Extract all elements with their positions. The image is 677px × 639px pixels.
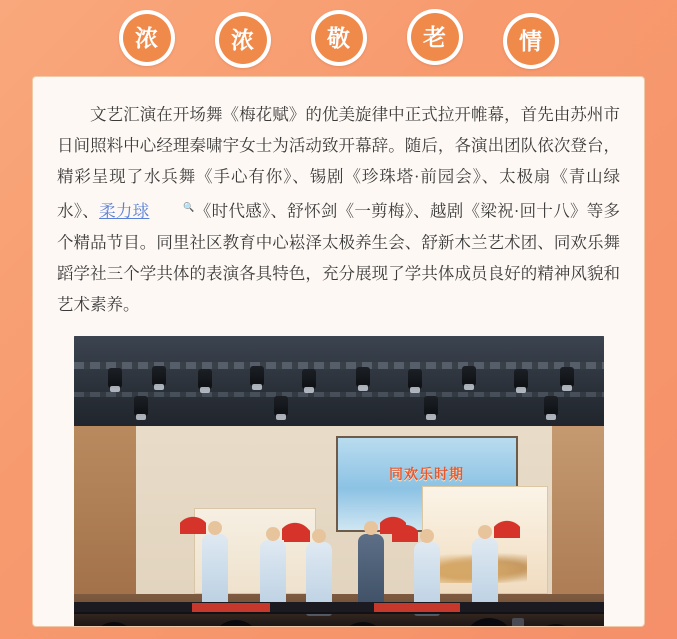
red-banner [374,603,460,612]
performer-head [266,527,280,541]
stage-light [408,369,422,389]
stage-light [108,368,122,388]
stage-light [424,396,438,416]
performer-head [478,525,492,539]
stage-light [356,367,370,387]
audience [74,612,604,628]
article-paragraph [57,99,620,320]
badge-item [503,13,559,69]
performer [472,538,498,612]
screen-title: 同欢乐时期 [389,467,464,483]
article-text-part1: 文艺汇演在开场舞《梅花赋》的优美旋律中正式拉开帷幕，首先由苏州市日间照料中心经理秦啸宇女士为活动致开幕辞。随后，各演出团队依次登台，精彩呈现了水兵舞《手心有你》、锡剧《珍珠塔·前园会》、太极扇《青山绿水》、 [57,105,620,221]
badge-label: 敬 [327,25,350,51]
badge-item [407,9,463,65]
badge-row [0,0,677,72]
red-banner [192,603,270,612]
badge-inner [411,13,459,61]
柔力球-link[interactable]: 柔力球 [99,201,150,221]
performer-head [420,529,434,543]
stage-performance-photo [74,336,604,628]
stage-light [560,367,574,387]
wall-panel-left [74,426,136,598]
photo-wrapper [57,336,620,628]
stage-light [152,366,166,386]
search-icon[interactable]: 🔍 [183,202,195,212]
stage-light [198,369,212,389]
stage-light [302,369,316,389]
performer [358,534,384,608]
performer-head [312,529,326,543]
badge-item [311,10,367,66]
wall-panel-right [552,426,604,598]
red-fan [494,512,520,538]
stage-light [134,396,148,416]
badge-label: 老 [423,24,446,50]
stage-light [462,366,476,386]
badge-item [215,12,271,68]
badge-inner [507,17,555,65]
red-fan [284,516,310,542]
red-fan [392,516,418,542]
audience-phone [512,618,524,628]
performer [202,534,228,608]
badge-inner [219,16,267,64]
badge-label: 浓 [135,25,158,51]
stage-light [274,396,288,416]
article-text-part2: 《时代感》、舒怀剑《一剪梅》、越剧《梁祝·回十八》等多个精品节目。同里社区教育中心崧泽太极养生会、舒新木兰艺术团、同欢乐舞蹈学社三个学共体的表演各具特色，充分展现了学共体成员良好的精神风貌和艺术素养。 [57,201,621,314]
red-fan [180,508,206,534]
badge-label: 情 [519,28,542,54]
performer-head [364,521,378,535]
badge-inner [315,14,363,62]
badge-label: 浓 [231,27,254,53]
performer-head [208,521,222,535]
stage-light [514,369,528,389]
stage-light [250,366,264,386]
badge-inner [123,14,171,62]
content-card [32,76,645,627]
stage-light [544,396,558,416]
badge-item [119,10,175,66]
